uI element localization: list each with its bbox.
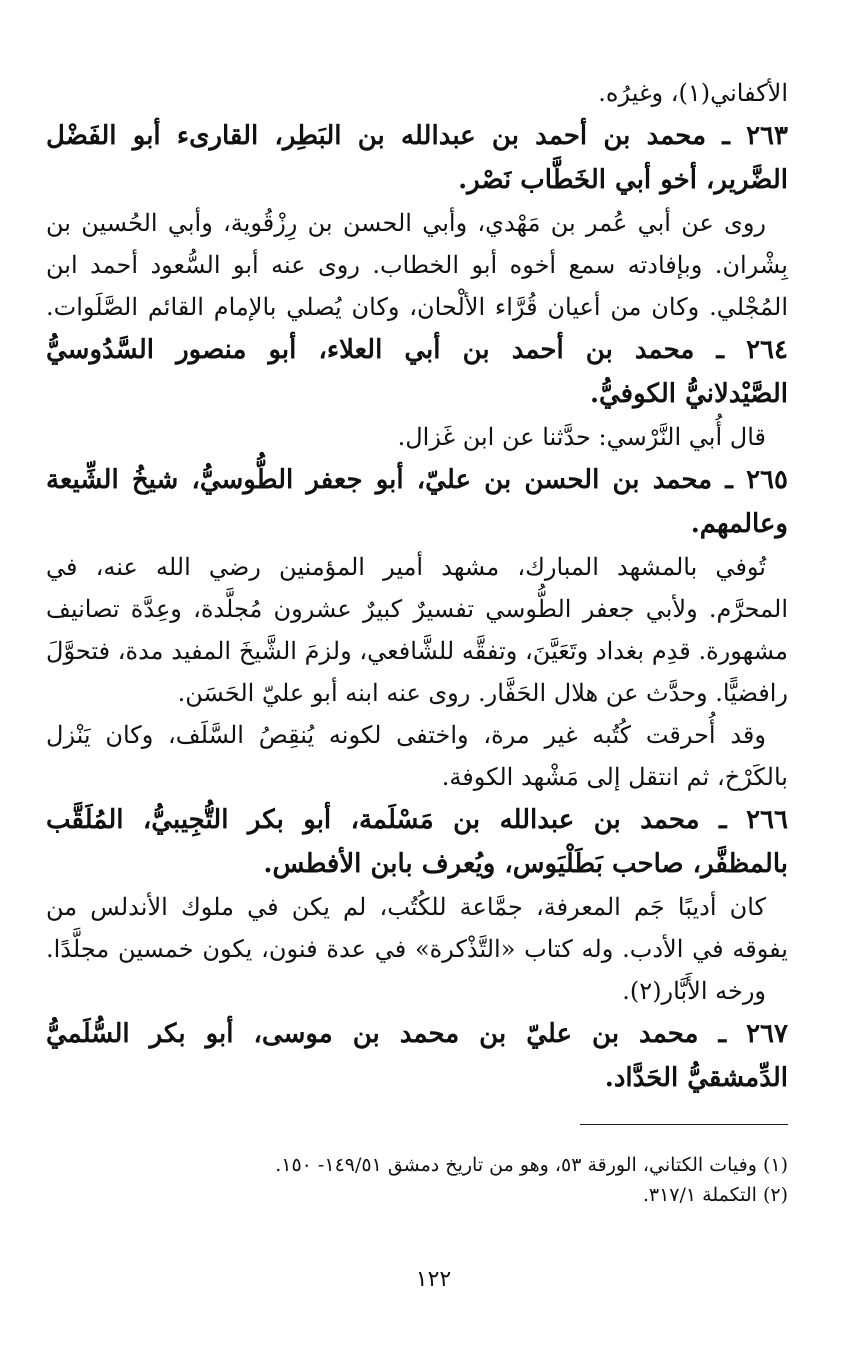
text-line: بالكَرْخ، ثم انتقل إلى مَشْهد الكوفة. [441, 763, 788, 791]
entry-heading-263-cont: الضَّرير، أخو أبي الخَطَّاب نَصْر. [458, 165, 788, 195]
text-line: بِشْران. وبإفادته سمع أخوه أبو الخطاب. روى عنه أبو السُّعود أحمد ابن [46, 251, 788, 279]
entry-heading-266: ٢٦٦ ـ محمد بن عبدالله بن مَسْلَمة، أبو بكر التُّجِيبيُّ، المُلَقَّب [46, 805, 788, 835]
text-line: الأكفاني(١)، وغيرُه. [598, 79, 788, 107]
entry-heading-264: ٢٦٤ ـ محمد بن أحمد بن أبي العلاء، أبو منصور السَّدُوسيُّ [46, 335, 788, 365]
footnote-2: (٢) التكملة ٣١٧/١. [642, 1184, 788, 1206]
footnotes [46, 1150, 788, 1210]
text-line: المُجْلي. وكان من أعيان قُرَّاء الألْحان، وكان يُصلي بالإمام القائم الصَّلَوات. [46, 293, 788, 321]
entry-heading-263: ٢٦٣ ـ محمد بن أحمد بن عبدالله بن البَطِر، القارىء أبو الفَضْل [46, 121, 788, 151]
text-line: قال أُبي النَّرْسي: حدَّثنا عن ابن غَزال. [397, 423, 766, 451]
text-line: تُوفي بالمشهد المبارك، مشهد أمير المؤمنين رضي الله عنه، في [46, 553, 766, 581]
text-line: يفوقه في الأدب. وله كتاب «التَّذْكرة» في عدة فنون، يكون خمسين مجلَّدًا. [46, 935, 788, 963]
footnote-1: (١) وفيات الكتاني، الورقة ٥٣، وهو من تاريخ دمشق ١٤٩/٥١- ١٥٠. [275, 1154, 788, 1176]
entry-heading-265-cont: وعالمهم. [690, 509, 788, 539]
footnote-divider [580, 1124, 788, 1125]
entry-heading-267: ٢٦٧ ـ محمد بن عليّ بن محمد بن موسى، أبو بكر السُّلَميُّ [46, 1019, 788, 1049]
text-line: روى عن أبي عُمر بن مَهْدي، وأبي الحسن بن رِزْقُوية، وأبي الحُسين بن [46, 209, 766, 237]
entry-heading-264-cont: الصَّيْدلانيُّ الكوفيُّ. [589, 379, 788, 409]
text-line: ورخه الأَبَّار(٢). [622, 977, 766, 1005]
page-number: ١٢٢ [415, 1267, 452, 1292]
text-line: رافضيًّا. وحدَّث عن هلال الحَفَّار. روى عنه ابنه أبو عليّ الحَسَن. [177, 679, 788, 707]
text-line: وقد أُحرقت كُتُبه غير مرة، واختفى لكونه يُنقِصُ السَّلَف، وكان يَنْزل [46, 721, 766, 749]
entry-heading-266-cont: بالمظفَّر، صاحب بَطَلْيَوس، ويُعرف بابن الأفطس. [263, 849, 788, 879]
page-body [46, 72, 788, 1100]
text-line: مشهورة. قدِم بغداد وتَعَيَّنَ، وتفقَّه للشَّافعي، ولزمَ الشَّيخَ المفيد مدة، فتحوَّلَ [46, 637, 788, 665]
entry-heading-265: ٢٦٥ ـ محمد بن الحسن بن عليّ، أبو جعفر الطُّوسيُّ، شيخُ الشِّيعة [46, 465, 788, 495]
entry-heading-267-cont: الدِّمشقيُّ الحَدَّاد. [604, 1063, 788, 1093]
text-line: المحرَّم. ولأبي جعفر الطُّوسي تفسيرٌ كبيرٌ عشرون مُجلَّدة، وعِدَّة تصانيف [46, 595, 789, 623]
text-line: كان أديبًا جَم المعرفة، جمَّاعة للكُتُب، لم يكن في ملوك الأندلس من [46, 893, 766, 921]
